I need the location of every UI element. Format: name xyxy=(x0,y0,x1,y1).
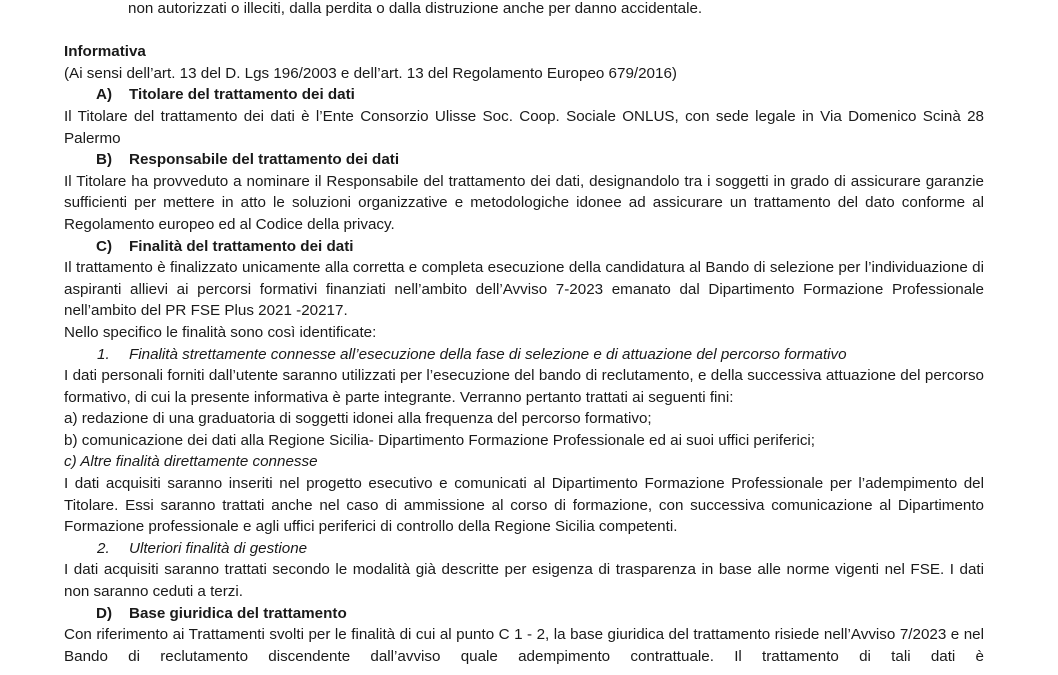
paragraph-gap xyxy=(64,20,984,42)
section-c-title: Finalità del trattamento dei dati xyxy=(129,237,354,255)
item-1-heading xyxy=(64,344,984,366)
informativa-title: Informativa xyxy=(64,43,146,61)
item-1-title: Finalità strettamente connesse all’esecuzione della fase di selezione e di attuazione del percorso formativo xyxy=(129,345,847,363)
item-1-number: 1. xyxy=(97,345,110,363)
section-a-body: Il Titolare del trattamento dei dati è l’Ente Consorzio Ulisse Soc. Coop. Sociale ONLUS, con sede legale in Via Domenico Scinà 28 Palermo xyxy=(64,107,984,147)
section-c-specifico: Nello specifico le finalità sono così identificate: xyxy=(64,323,377,341)
section-b-title: Responsabile del trattamento dei dati xyxy=(129,151,400,169)
item-1-a: a) redazione di una graduatoria di soggetti idonei alla frequenza del percorso formativo; xyxy=(64,410,652,428)
intro-tail-text: non autorizzati o illeciti, dalla perdita o dalla distruzione anche per danno accidentale. xyxy=(128,0,703,17)
section-a-title: Titolare del trattamento dei dati xyxy=(129,86,355,104)
section-d-body: Con riferimento ai Trattamenti svolti per le finalità di cui al punto C 1 - 2, la base giuridica del trattamento risiede nell’Avviso 7/2023 e nel Bando di reclutamento discendente dall’avviso quale adempimento contrattuale. Il trattamento di tali dati è xyxy=(64,626,984,665)
item-2-number: 2. xyxy=(97,539,110,557)
section-c-body: Il trattamento è finalizzato unicamente alla corretta e completa esecuzione della candidatura al Bando di selezione per l’individuazione di aspiranti allievi ai percorsi formativi finanziati nell’ambito dell’Avviso 7-2023 emanato dal Dipartimento Formazione Professionale nell’ambito del PR FSE Plus 2021 -20217. xyxy=(64,259,984,320)
section-d-heading xyxy=(64,603,984,625)
section-c-heading xyxy=(64,236,984,258)
section-b-heading xyxy=(64,149,984,171)
document-body xyxy=(64,0,984,667)
informativa-subtitle: (Ai sensi dell’art. 13 del D. Lgs 196/2003 e dell’art. 13 del Regolamento Europeo 679/2016) xyxy=(64,64,677,82)
section-a-letter: A) xyxy=(96,86,113,104)
section-c-letter: C) xyxy=(96,237,113,255)
item-2-body: I dati acquisiti saranno trattati secondo le modalità già descritte per esigenza di trasparenza in base alle norme vigenti nel FSE. I dati non saranno ceduti a terzi. xyxy=(64,561,984,601)
item-2-heading xyxy=(64,538,984,560)
item-2-title: Ulteriori finalità di gestione xyxy=(129,539,308,557)
item-1-c: c) Altre finalità direttamente connesse xyxy=(64,453,318,471)
section-d-letter: D) xyxy=(96,604,113,622)
section-a-heading xyxy=(64,84,984,106)
section-b-body: Il Titolare ha provveduto a nominare il Responsabile del trattamento dei dati, designandolo tra i soggetti in grado di assicurare garanzie sufficienti per mettere in atto le soluzioni organizzative e metodologiche idonee ad assicurare un trattamento del dato conforme al Regolamento europeo ed al Codice della privacy. xyxy=(64,172,984,233)
item-1-b: b) comunicazione dei dati alla Regione Sicilia- Dipartimento Formazione Professionale ed ai suoi uffici periferici; xyxy=(64,431,816,449)
section-b-letter: B) xyxy=(96,151,113,169)
item-1-body: I dati personali forniti dall’utente saranno utilizzati per l’esecuzione del bando di reclutamento, e della successiva attuazione del percorso formativo, di cui la presente informativa è parte integrante. Verranno pertanto trattati ai seguenti fini: xyxy=(64,367,984,406)
item-1-c-body: I dati acquisiti saranno inseriti nel progetto esecutivo e comunicati al Dipartimento Formazione Professionale per l’adempimento del Titolare. Essi saranno trattati anche nel caso di ammissione al corso di formazione, con successiva comunicazione al Dipartimento Formazione professionale e agli uffici periferici di controllo della Regione Sicilia competenti. xyxy=(64,475,984,536)
section-d-title: Base giuridica del trattamento xyxy=(129,604,347,622)
